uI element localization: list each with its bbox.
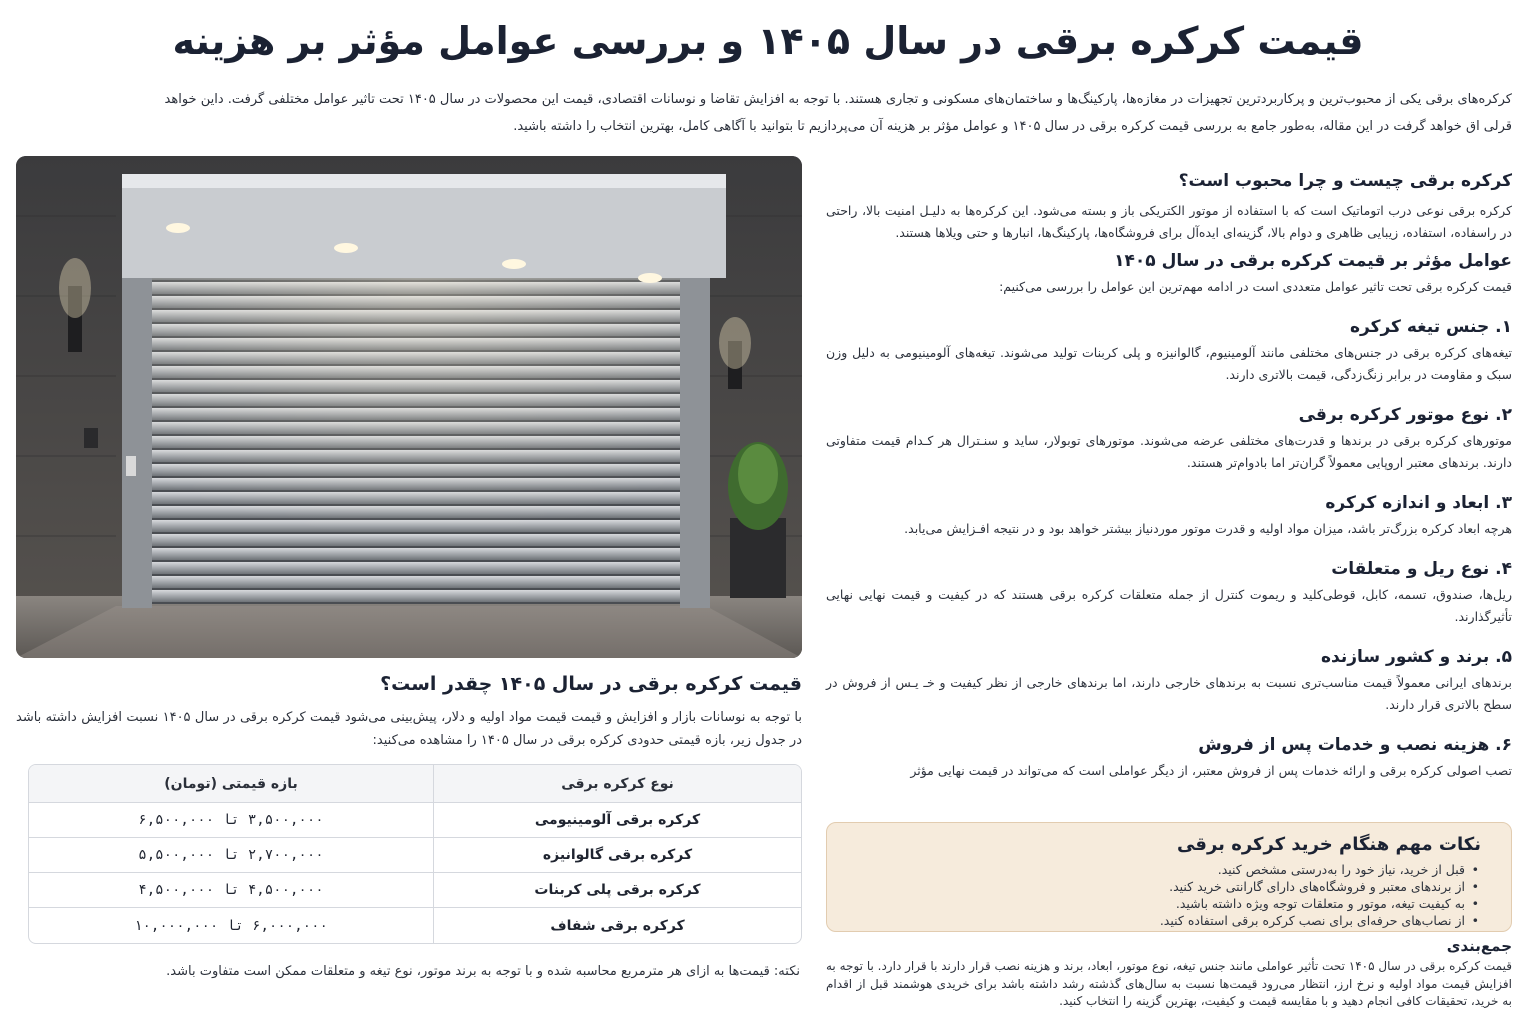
tip-item: • به کیفیت تیغه، موتور و متعلقات توجه ویژه داشته باشید. [849,895,1465,912]
factor-5-heading: ۵. برند و کشور سازنده [1320,647,1512,667]
roller-shutter-photo [16,156,802,658]
cell-range: ۴,۵۰۰,۰۰۰ تا ۴,۵۰۰,۰۰۰ [29,873,433,908]
cell-type: کرکره برقی آلومینیومی [433,803,801,838]
factors-text: قیمت کرکره برقی تحت تاثیر عوامل متعددی است در ادامه مهم‌ترین این عوامل را بررسی می‌کنیم: [999,279,1512,294]
tip-item: • از برندهای معتبر و فروشگاه‌های دارای گارانتی خرید کنید. [849,878,1465,895]
page-title: قیمت کرکره برقی در سال ۱۴۰۵ و بررسی عوامل مؤثر بر هزینه [172,19,1364,63]
factor-2-text: موتورهای کرکره برقی در برندها و قدرت‌های مختلفی عرضه می‌شوند. موتورهای توبولار، ساید و سنـترال هر کـدام قیمت متفاوتی دارند. برندهای معتبر اروپایی معمولاً گران‌تر اما بادوام‌تر هستند. [826,433,1512,470]
price-heading: قیمت کرکره برقی در سال ۱۴۰۵ چقدر است؟ [380,673,802,695]
factor-4-text: ریل‌ها، صندوق، تسمه، کابل، قوطی‌کلید و ریموت کنترل از جمله متعلقات کرکره برقی هستند که در کیفیت و قیمت نهایی نهایی تأثیرگذارند. [826,587,1512,624]
price-text: با توجه به نوسانات بازار و افزایش و قیمت قیمت مواد اولیه و دلار، پیش‌بینی می‌شود قیمت کرکره برقی در سال ۱۴۰۵ نسبت افزایش داشته باشد در جدول زیر، بازه قیمتی حدودی کرکره برقی در سال ۱۴۰۵ را مشاهده می‌کنید: [16,710,802,748]
cell-range: ۲,۷۰۰,۰۰۰ تا ۵,۵۰۰,۰۰۰ [29,838,433,873]
factor-6-text: تصب اصولی کرکره برقی و ارائه خدمات پس از فروش معتبر، از دیگر عواملی است که می‌تواند در قیمت نهایی مؤثر [910,763,1512,778]
table-header-row [29,765,801,803]
intro-line-1: کرکره‌های برقی یکی از محبوب‌ترین و پرکاربردترین تجهیزات در مغازه‌ها، پارکینگ‌ها و ساختمان‌های مسکونی و تجاری هستند. با توجه به افزایش تقاضا و نوسانات اقتصادی، قیمت این محصولات در سال ۱۴۰۵ تحت تاثیر عوامل مختلفی گرفت. دا‌ین خواهد [164,92,1512,107]
factor-1-heading: ۱. جنس تیغه کرکره [1349,317,1512,337]
table-row [29,908,801,943]
factor-6-heading: ۶. هزینه نصب و خدمات پس از فروش [1198,735,1512,755]
article-column [826,166,1512,782]
cell-range: ۳,۵۰۰,۰۰۰ تا ۶,۵۰۰,۰۰۰ [29,803,433,838]
factor-4-heading: ۴. نوع ریل و متعلقات [1331,559,1512,579]
factor-1-text: تیغه‌های کرکره برقی در جنس‌های مختلفی مانند آلومینیوم، گالوانیزه و پلی کربنات تولید می‌شوند. تیغه‌های آلومینیومی به دلیل وزن سبک و مقاومت در برابر زنگ‌زدگی، قیمت بالاتری دارند. [826,345,1512,382]
tips-box [826,822,1512,932]
factor-5-text: برندهای ایرانی معمولاً قیمت مناسب‌تری نسبت به برندهای خارجی دارند، اما برندهای خارجی از نظر کیفیت و خـ یـس از فروش در سطح بالاتری قرار دارند. [826,675,1512,712]
what-is-text: کرکره برقی نوعی درب اتوماتیک است که با استفاده از موتور الکتریکی باز و بسته می‌شود. این کرکره‌ها به دلیـل امنیت بالا، راحتی در راسفاده، استفاده، زیبایی ظاهری و دوام بالا، گزینه‌ای ایده‌آل برای فروشگاه‌ها، پارکینگ‌ها، انبارها و حتی ویلاها هستند. [826,203,1512,240]
intro-paragraph [22,86,1512,140]
roller-shutter-illustration [16,156,802,658]
cell-range: ۶,۰۰۰,۰۰۰ تا ۱۰,۰۰۰,۰۰۰ [134,917,328,934]
tips-list [849,861,1489,929]
price-note: نکته: قیمت‌ها به ازای هر مترمربع محاسبه شده و با توجه به برند موتور، نوع تیغه و متعلقات ممکن است متفاوت باشد. [166,964,800,979]
column-header-range: بازه قیمتی (تومان) [29,765,433,803]
cell-type: کرکره برقی گالوانیزه [433,838,801,873]
factor-2-heading: ۲. نوع موتور کرکره برقی [1298,405,1512,425]
intro-line-2: قرلی اق خواهد گرفت در این مقاله، به‌طور جامع به بررسی قیمت کرکره برقی در سال ۱۴۰۵ و عوامل مؤثر بر هزینه آن می‌پردازیم تا بتوانید با آگاهی کامل، بهترین انتخاب را داشته باشید. [513,119,1512,134]
summary-section [826,934,1512,1011]
cell-type: کرکره برقی پلی کربنات [433,873,801,908]
table-row [29,803,801,838]
tip-item: • از نصاب‌های حرفه‌ای برای نصب کرکره برقی استفاده کنید. [849,912,1465,929]
tip-item: • قبل از خرید، نیاز خود را به‌درستی مشخص کنید. [849,861,1465,878]
table-row [29,838,801,873]
factor-3-text: هرچه ابعاد کرکره بزرگ‌تر باشد، میزان مواد اولیه و قدرت موتور موردنیاز بیشتر خواهد بود و در نتیجه افـزایش می‌یابد. [904,521,1512,536]
factor-3-heading: ۳. ابعاد و اندازه کرکره [1325,493,1512,513]
cell-type: کرکره برقی شفاف [433,908,801,943]
tips-title: نکات مهم هنگام خرید کرکره برقی [1176,834,1481,855]
summary-heading: جمع‌بندی [1446,937,1512,955]
what-is-heading: کرکره برقی چیست و چرا محبوب است؟ [1178,171,1512,191]
summary-text: قیمت کرکره برقی در سال ۱۴۰۵ تحت تأثیر عواملی مانند جنس تیغه، نوع موتور، ابعاد، برند و هزینه نصب قرار دارند با قرار دارد. با توجه به افزایش قیمت مواد اولیه و نرخ ارز، انتظار می‌رود قیمت‌ها نسبت به سال‌های گذشته رشد داشته باشد برای خریدی هوشمند قبل از اقدام به خرید، تحقیقات کافی انجام دهید و با مقایسه قیمت و کیفیت، بهترین گزینه را انتخاب کنید. [826,959,1512,1008]
table-row [29,873,801,908]
column-header-type: نوع کرکره برقی [433,765,801,803]
price-table [28,764,802,944]
factors-heading: عوامل مؤثر بر قیمت کرکره برقی در سال ۱۴۰۵ [1114,251,1512,271]
